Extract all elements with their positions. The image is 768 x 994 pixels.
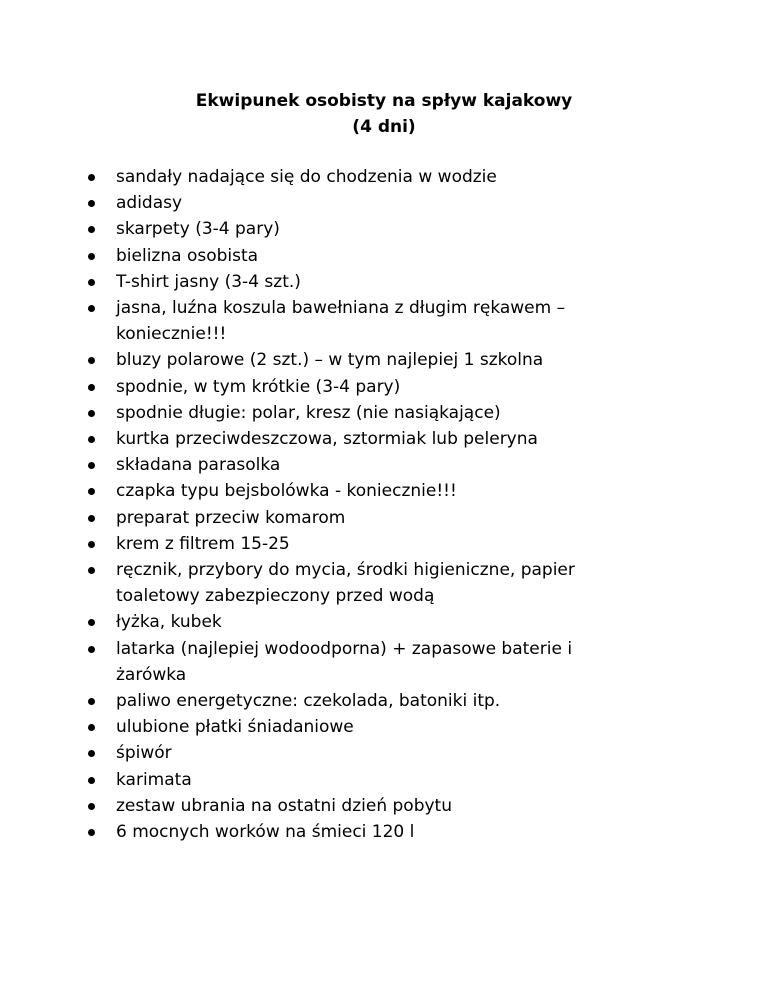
- list-item: [84, 767, 684, 793]
- list-item-text: ulubione płatki śniadaniowe: [116, 717, 354, 738]
- list-item-text: spodnie długie: polar, kresz (nie nasiąkające): [116, 402, 501, 423]
- bullet-icon: [88, 357, 95, 364]
- title-line-2: (4 dni): [352, 117, 416, 137]
- list-item-text: ręcznik, przybory do mycia, środki higieniczne, papier: [116, 560, 575, 581]
- bullet-icon: [88, 646, 95, 653]
- list-item: [84, 243, 684, 269]
- bullet-icon: [88, 724, 95, 731]
- list-item: [84, 164, 684, 190]
- list-item-text: T-shirt jasny (3-4 szt.): [116, 271, 301, 292]
- list-item: [84, 426, 684, 452]
- bullet-icon: [88, 541, 95, 548]
- bullet-icon: [88, 410, 95, 417]
- list-item-text: adidasy: [116, 193, 183, 214]
- list-item-text: łyżka, kubek: [116, 612, 222, 633]
- list-item-text: 6 mocnych worków na śmieci 120 l: [116, 822, 415, 843]
- bullet-icon: [88, 462, 95, 469]
- bullet-icon: [88, 803, 95, 810]
- list-item-text-continuation: koniecznie!!!: [116, 324, 227, 345]
- bullet-icon: [88, 305, 95, 312]
- list-item: [84, 190, 684, 216]
- list-item-text: krem z filtrem 15-25: [116, 533, 290, 554]
- list-item: [84, 478, 684, 504]
- list-item: [84, 452, 684, 478]
- bullet-icon: [88, 619, 95, 626]
- bullet-icon: [88, 253, 95, 260]
- list-item-text: śpiwór: [116, 743, 172, 764]
- list-item: [84, 793, 684, 819]
- equipment-list: [84, 164, 684, 845]
- list-item: [84, 374, 684, 400]
- list-item-text: spodnie, w tym krótkie (3-4 pary): [116, 376, 401, 397]
- list-item: [84, 740, 684, 766]
- list-item: [84, 688, 684, 714]
- list-item: [84, 714, 684, 740]
- list-item-text: kurtka przeciwdeszczowa, sztormiak lub peleryna: [116, 429, 538, 450]
- list-item-text-continuation: żarówka: [116, 664, 187, 685]
- list-item-text: latarka (najlepiej wodoodporna) + zapasowe baterie i: [116, 638, 573, 659]
- list-item-text: zestaw ubrania na ostatni dzień pobytu: [116, 795, 452, 816]
- bullet-icon: [88, 279, 95, 286]
- list-item-text: paliwo energetyczne: czekolada, batoniki itp.: [116, 691, 501, 712]
- bullet-icon: [88, 200, 95, 207]
- bullet-icon: [88, 829, 95, 836]
- bullet-icon: [88, 488, 95, 495]
- bullet-icon: [88, 777, 95, 784]
- bullet-icon: [88, 750, 95, 757]
- bullet-icon: [88, 515, 95, 522]
- list-item-text-continuation: toaletowy zabezpieczony przed wodą: [116, 586, 435, 607]
- list-item: [84, 531, 684, 557]
- list-item-text: sandały nadające się do chodzenia w wodzie: [116, 167, 497, 187]
- list-item-text: bielizna osobista: [116, 245, 259, 266]
- list-item: [84, 347, 684, 373]
- bullet-icon: [88, 436, 95, 443]
- bullet-icon: [88, 174, 95, 181]
- bullet-icon: [88, 226, 95, 233]
- bullet-icon: [88, 698, 95, 705]
- list-item-text: czapka typu bejsbolówka - koniecznie!!!: [116, 481, 457, 502]
- list-item: [84, 557, 684, 609]
- list-item-text: preparat przeciw komarom: [116, 507, 346, 528]
- list-item: [84, 295, 684, 347]
- list-item: [84, 609, 684, 635]
- title-line-1: Ekwipunek osobisty na spływ kajakowy: [195, 91, 573, 111]
- list-item-text: skarpety (3-4 pary): [116, 219, 280, 240]
- list-item: [84, 636, 684, 688]
- list-item: [84, 269, 684, 295]
- list-item: [84, 216, 684, 242]
- list-item: [84, 819, 684, 845]
- document-title: [0, 88, 768, 140]
- list-item-text: karimata: [116, 769, 192, 790]
- bullet-icon: [88, 384, 95, 391]
- list-item: [84, 505, 684, 531]
- bullet-icon: [88, 567, 95, 574]
- list-item-text: jasna, luźna koszula bawełniana z długim rękawem –: [116, 298, 566, 319]
- list-item: [84, 400, 684, 426]
- list-item-text: bluzy polarowe (2 szt.) – w tym najlepiej 1 szkolna: [116, 350, 544, 371]
- list-item-text: składana parasolka: [116, 455, 281, 476]
